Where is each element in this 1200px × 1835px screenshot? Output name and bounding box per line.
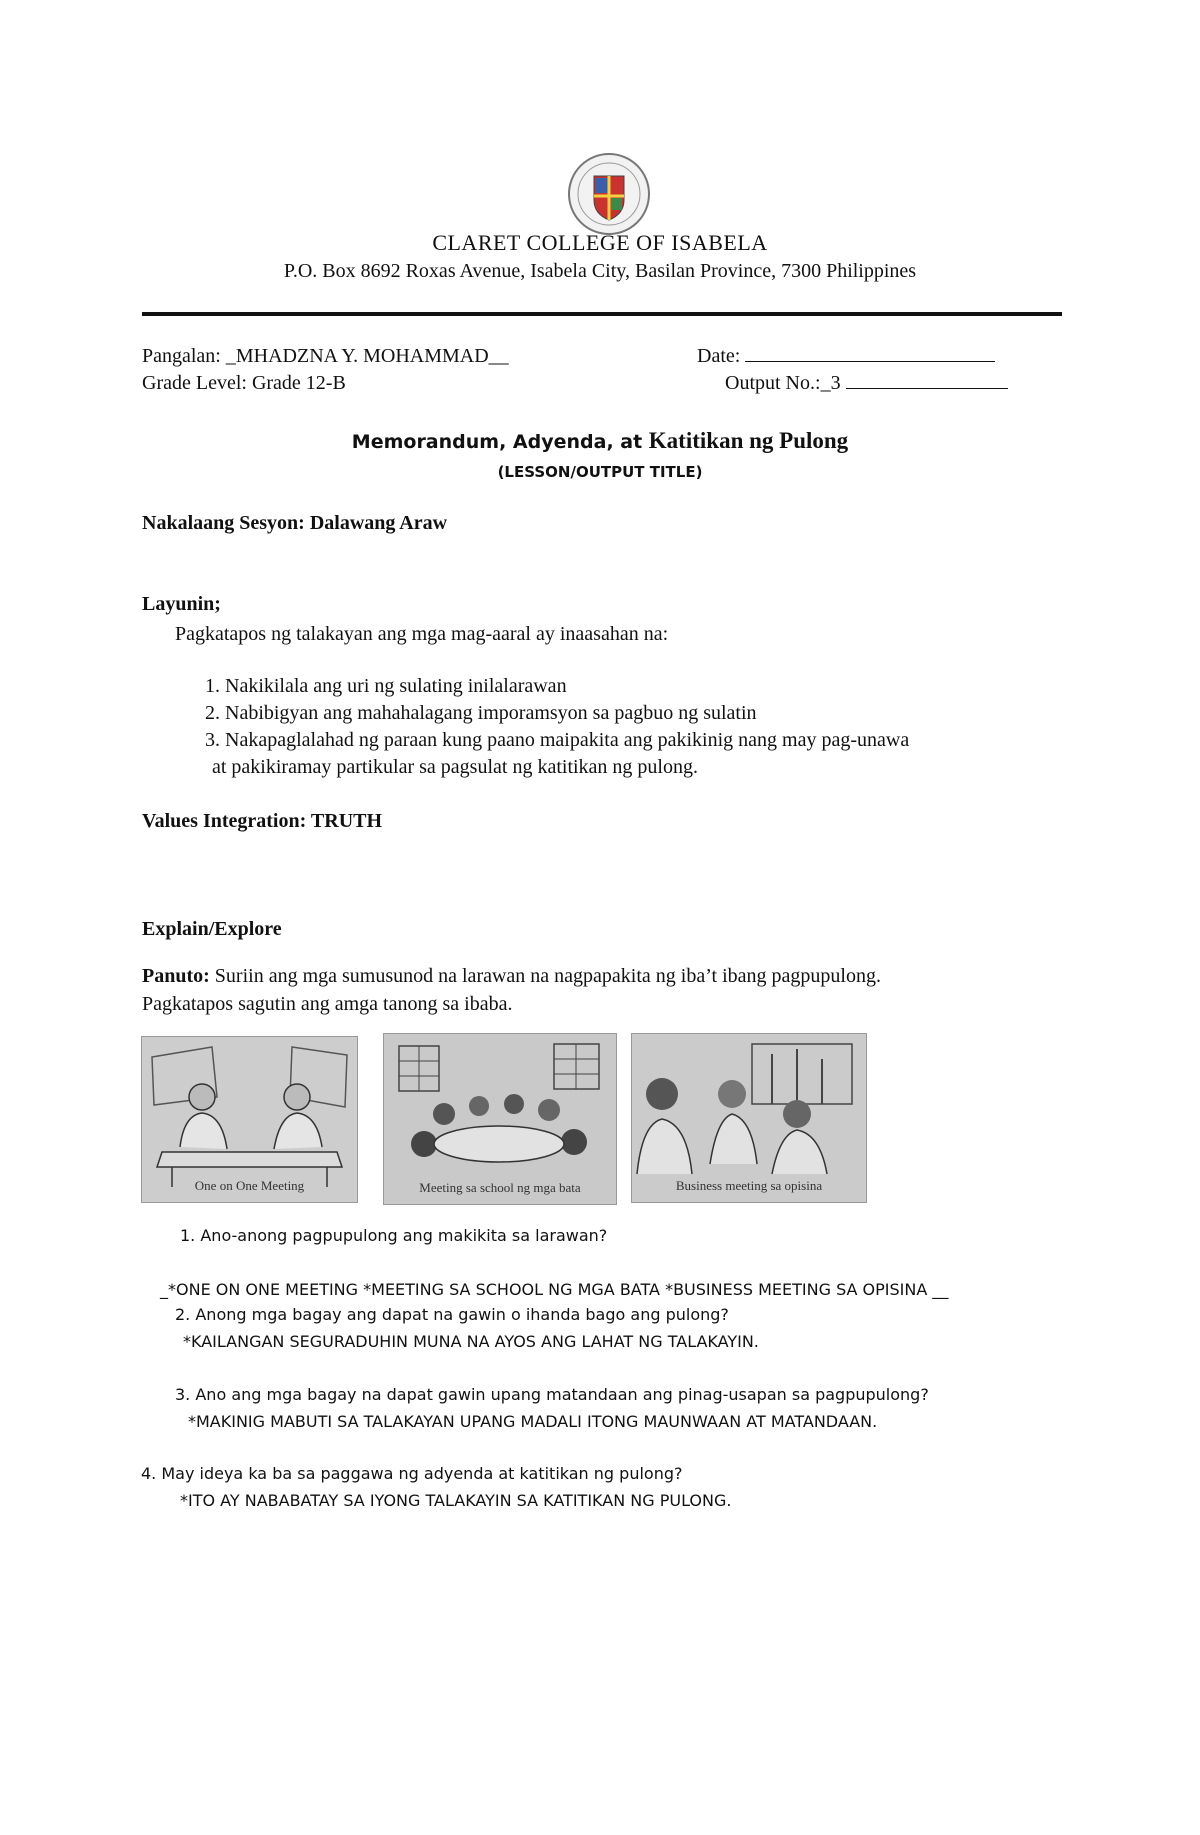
objective-item: 1. Nakikilala ang uri ng sulating inilalarawan [205,675,567,697]
answer-4: *ITO AY NABABATAY SA IYONG TALAKAYIN SA KATITIKAN NG PULONG. [180,1491,732,1510]
layunin-intro: Pagkatapos ng talakayan ang mga mag-aaral ay inaasahan na: [175,623,669,645]
school-seal [567,152,651,236]
question-3: 3. Ano ang mga bagay na dapat gawin upang matandaan ang pinag-usapan sa pagpupulong? [175,1385,929,1404]
explain-heading: Explain/Explore [142,918,282,940]
name-value: _MHADZNA Y. MOHAMMAD__ [220,345,509,367]
question-2: 2. Anong mga bagay ang dapat na gawin o ihanda bago ang pulong? [175,1305,729,1324]
date-field [697,345,995,368]
objective-item-continuation: at pakikiramay partikular sa pagsulat ng katitikan ng pulong. [212,756,698,778]
grade-value: Grade 12-B [246,372,346,394]
panuto-text: Suriin ang mga sumusunod na larawan na nagpapakita ng iba’t ibang pagpupulong. [209,965,881,987]
panuto-instructions [142,965,881,988]
meeting-photo-school [383,1033,617,1205]
answer-1: _*ONE ON ONE MEETING *MEETING SA SCHOOL NG MGA BATA *BUSINESS MEETING SA OPISINA __ [160,1280,949,1299]
photo-caption: Business meeting sa opisina [675,1178,823,1193]
lesson-title [0,428,1200,454]
objective-item: 2. Nabibigyan ang mahahalagang imporamsyon sa pagbuo ng sulatin [205,702,757,724]
answer-3: *MAKINIG MABUTI SA TALAKAYAN UPANG MADALI ITONG MAUNWAAN AT MATANDAAN. [188,1412,878,1431]
question-4: 4. May ideya ka ba sa paggawa ng adyenda at katitikan ng pulong? [141,1464,683,1483]
objective-item: 3. Nakapaglalahad ng paraan kung paano maipakita ang pakikinig nang may pag-unawa [205,729,910,751]
name-field [142,345,509,368]
meeting-photo-one-on-one [141,1036,358,1203]
lesson-subtitle: (LESSON/OUTPUT TITLE) [497,463,703,481]
college-address: P.O. Box 8692 Roxas Avenue, Isabela City, Basilan Province, 7300 Philippines [283,260,917,282]
grade-field [142,372,346,395]
panuto-label: Panuto: [142,965,210,987]
header-divider [142,312,1062,316]
answer-2: *KAILANGAN SEGURADUHIN MUNA NA AYOS ANG LAHAT NG TALAKAYIN. [183,1332,759,1351]
photo-caption: Meeting sa school ng mga bata [419,1180,581,1195]
question-1: 1. Ano-anong pagpupulong ang makikita sa larawan? [180,1226,608,1245]
values-heading: Values Integration: TRUTH [142,810,383,832]
lesson-title-part2: Katitikan ng Pulong [648,428,849,453]
panuto-text-continuation: Pagkatapos sagutin ang amga tanong sa ibaba. [142,993,513,1015]
output-blank [846,372,1008,389]
session-heading: Nakalaang Sesyon: Dalawang Araw [142,512,448,534]
output-value: _3 [820,372,841,394]
date-blank [745,345,995,362]
grade-label: Grade Level: [142,372,247,394]
lesson-title-part1: Memorandum, Adyenda, at [351,431,649,453]
output-label: Output No.: [725,372,821,394]
date-label: Date: [697,345,741,367]
output-field [725,372,1008,395]
meeting-photo-business [631,1033,867,1203]
layunin-heading: Layunin; [142,593,221,615]
name-label: Pangalan: [142,345,221,367]
photo-caption: One on One Meeting [194,1178,305,1193]
college-name: CLARET COLLEGE OF ISABELA [432,230,768,255]
